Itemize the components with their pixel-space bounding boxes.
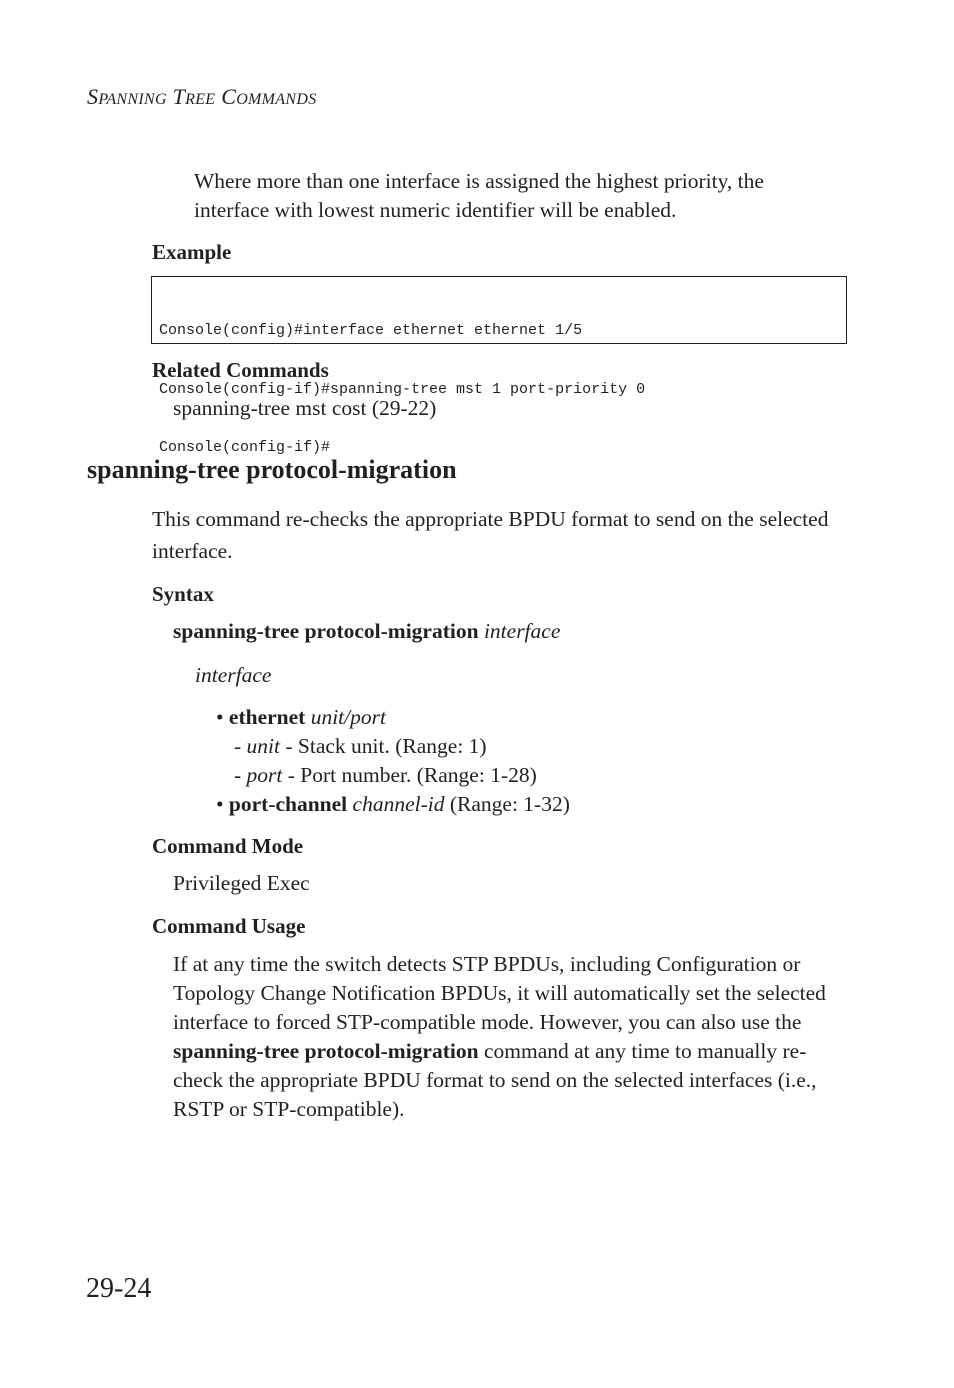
command-mode-text: Privileged Exec	[173, 871, 310, 895]
usage-text-before: If at any time the switch detects STP BPDUs, including Configuration or Topology Change Notification BPDUs, it will automatically set the selected interface to forced STP-compatible mode. However, you can also use the	[173, 952, 826, 1034]
unit-name: unit	[246, 734, 280, 758]
command-mode-heading: Command Mode	[152, 834, 304, 858]
related-commands-heading: Related Commands	[152, 358, 329, 382]
dash-icon: -	[234, 734, 247, 758]
syntax-line	[173, 617, 560, 646]
unit-description: - Stack unit. (Range: 1)	[280, 734, 487, 758]
option-port-channel	[216, 790, 570, 819]
option-port	[234, 761, 537, 790]
section-description: This command re-checks the appropriate BPDU format to send on the selected interface.	[152, 507, 829, 563]
related-commands-text: spanning-tree mst cost (29-22)	[173, 396, 437, 420]
bullet-icon: •	[216, 792, 229, 816]
syntax-parameter: interface	[483, 619, 561, 643]
parameter-name: interface	[195, 663, 272, 687]
intro-paragraph: Where more than one interface is assigned the highest priority, the interface with lowest numeric identifier will be enabled.	[194, 169, 764, 222]
code-line: Console(config-if)#	[159, 439, 331, 456]
option-unit	[234, 732, 487, 761]
port-name: port	[246, 763, 283, 787]
example-heading: Example	[152, 240, 232, 264]
ethernet-args: unit/port	[310, 705, 386, 729]
bullet-icon: •	[216, 705, 229, 729]
dash-icon: -	[234, 763, 247, 787]
usage-text-after: command at any time to manually re-check the appropriate BPDU format to send on the selected interfaces (i.e., RSTP or STP-compatible).	[173, 1039, 817, 1121]
option-ethernet	[216, 703, 386, 732]
command-usage-text	[173, 950, 845, 1124]
section-title: spanning-tree protocol-migration	[87, 455, 457, 484]
syntax-heading: Syntax	[152, 582, 214, 606]
code-line: Console(config-if)#spanning-tree mst 1 port-priority 0	[159, 380, 646, 398]
ethernet-keyword: ethernet	[228, 705, 306, 729]
running-header: SPANNING TREE COMMANDS	[87, 84, 317, 109]
usage-bold-command: spanning-tree protocol-migration	[173, 1039, 479, 1063]
syntax-command: spanning-tree protocol-migration	[173, 619, 479, 643]
port-channel-keyword: port-channel	[228, 792, 348, 816]
code-line: Console(config)#interface ethernet ethernet 1/5	[159, 322, 583, 339]
port-channel-range: (Range: 1-32)	[444, 792, 570, 816]
command-usage-heading: Command Usage	[152, 914, 306, 938]
page-number: 29-24	[86, 1273, 152, 1304]
channel-id-arg: channel-id	[352, 792, 445, 816]
port-description: - Port number. (Range: 1-28)	[282, 763, 537, 787]
